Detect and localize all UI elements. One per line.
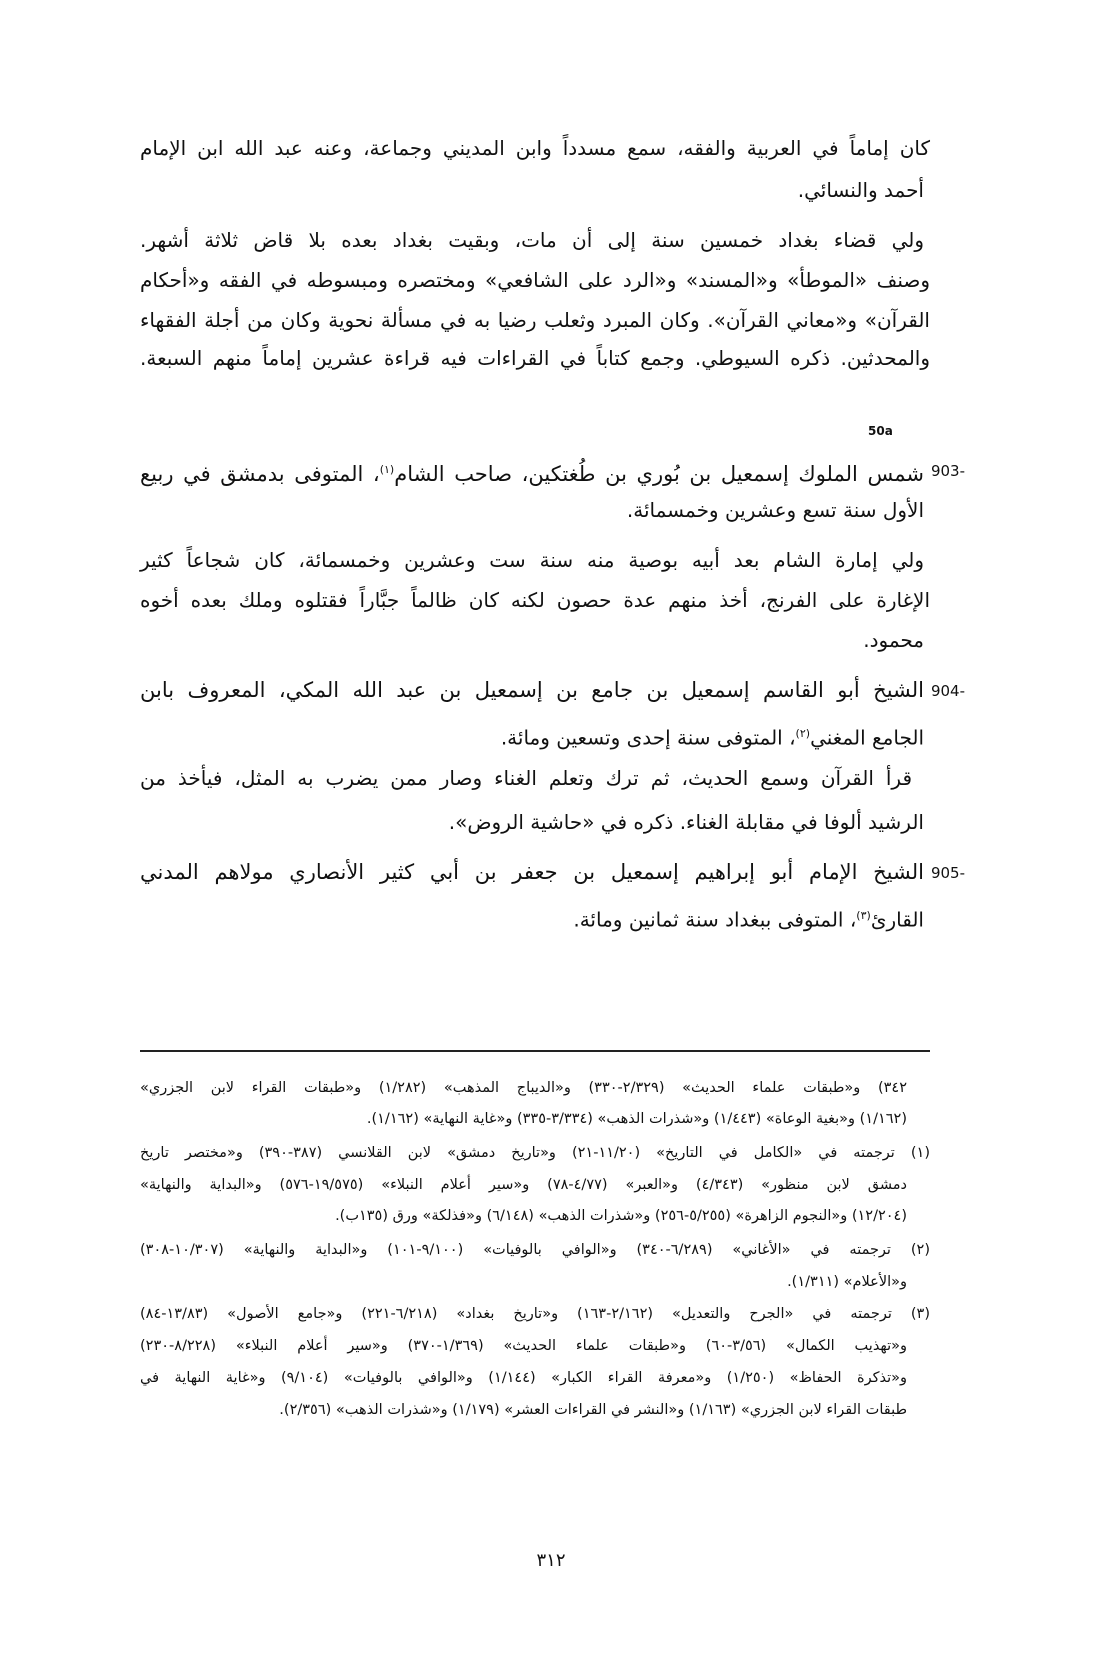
text-line: القرآن» و«معاني القرآن». وكان المبرد وثعلب رضيا به في مسألة نحوية وكان من أجلة الفقهاء [140,308,930,332]
footnote-line: و«تذكرة الحفاظ» (١/٢٥٠) و«معرفة القراء الكبار» (١/١٤٤) و«الوافي بالوفيات» (٩/١٠٤) و«غاية النهاية في [140,1370,907,1386]
entry-number: 903- [930,462,965,480]
heading-text: ، المتوفى ببغداد سنة ثمانين ومائة. [573,907,857,932]
text-line: محمود. [863,628,924,652]
footnote-line: دمشق لابن منظور» (٤/٣٤٣) و«العبر» (٤/٧٧-٧٨) و«سير أعلام النبلاء» (١٩/٥٧٥-٥٧٦) و«البداية والنهاية» [140,1177,907,1193]
text-line: الرشيد ألوفا في مقابلة الغناء. ذكره في «حاشية الروض». [448,810,924,834]
text-line: ولي إمارة الشام بعد أبيه بوصية منه سنة ست وعشرين وخمسمائة، كان شجاعاً كثير [140,548,924,572]
page-number: ٣١٢ [536,1550,566,1571]
footnote-ref: (٢) [795,727,811,740]
text-line: الإغارة على الفرنج، أخذ منهم عدة حصون لكنه كان ظالماً جبَّاراً فقتلوه وملك بعده أخوه [140,588,930,612]
footnote-ref: (١) [379,463,395,476]
text-line: الأول سنة تسع وعشرين وخمسمائة. [626,498,924,522]
folio-marker: 50a [868,424,893,438]
entry-number: 905- [930,864,965,882]
footnote-line: (٢) ترجمته في «الأغاني» (٦/٢٨٩-٣٤٠) و«الوافي بالوفيات» (٩/١٠٠-١٠١) و«البداية والنهاية» (١٠/٣٠٧-٣٠٨) [140,1242,930,1258]
footnote-line: (١/١٦٢) و«بغية الوعاة» (١/٤٤٣) و«شذرات الذهب» (٣/٣٣٤-٣٣٥) و«غاية النهاية» (١/١٦٢). [366,1111,907,1127]
footnote-divider [140,1050,930,1052]
text-line: ولي قضاء بغداد خمسين سنة إلى أن مات، وبقيت بغداد بعده بلا قاض ثلاثة أشهر. [140,228,924,252]
entry-heading [140,901,924,935]
footnote-line: (١٢/٢٠٤) و«النجوم الزاهرة» (٥/٢٥٥-٢٥٦) و«شذرات الذهب» (٦/١٤٨) و«فذلكة» ورق (١٣٥ب). [335,1208,907,1224]
footnote-line: ٣٤٢) و«طبقات علماء الحديث» (٢/٣٢٩-٣٣٠) و«الديباج المذهب» (١/٢٨٢) و«طبقات القراء لابن الجزري» [140,1080,907,1096]
entry-heading [140,455,924,489]
footnote-line: (١) ترجمته في «الكامل في التاريخ» (١١/٢٠-٢١) و«تاريخ دمشق» لابن القلانسي (٣٨٧-٣٩٠) و«مختصر تاريخ [140,1145,930,1161]
footnote-line: طبقات القراء لابن الجزري» (١/١٦٣) و«النشر في القراءات العشر» (١/١٧٩) و«شذرات الذهب» (٢/٣٥٦). [279,1402,907,1418]
footnote-line: (٣) ترجمته في «الجرح والتعديل» (٢/١٦٢-١٦٣) و«تاريخ بغداد» (٦/٢١٨-٢٢١) و«جامع الأصول» (١٣/٨٣-٨٤) [140,1306,930,1322]
heading-text: الجامع المغني [810,725,924,750]
footnote-line: و«تهذيب الكمال» (٣/٥٦-٦٠) و«طبقات علماء الحديث» (١/٣٦٩-٣٧٠) و«سير أعلام النبلاء» (٨/٢٢٨-٢٣٠) [140,1338,908,1354]
entry-heading: الشيخ الإمام أبو إبراهيم إسمعيل بن جعفر بن أبي كثير الأنصاري مولاهم المدني [140,860,924,884]
heading-text: ، المتوفى بدمشق في ربيع [140,462,380,486]
heading-text: القارئ [870,907,924,932]
text-line: وصنف «الموطأ» و«المسند» و«الرد على الشافعي» ومختصره ومبسوطه في الفقه و«أحكام [140,268,930,292]
footnote-ref: (٣) [856,909,871,922]
heading-text: شمس الملوك إسمعيل بن بُوري بن طُغتكين، صاحب الشام [394,462,924,486]
footnote-line: و«الأعلام» (١/٣١١). [787,1274,907,1290]
text-line: والمحدثين. ذكره السيوطي. وجمع كتاباً في القراءات فيه قراءة عشرين إماماً منهم السبعة. [140,346,930,370]
text-line: قرأ القرآن وسمع الحديث، ثم ترك وتعلم الغناء وصار ممن يضرب به المثل، فيأخذ من [140,766,912,790]
heading-text: ، المتوفى سنة إحدى وتسعين ومائة. [500,725,796,750]
entry-number: 904- [930,682,965,700]
text-line: كان إماماً في العربية والفقه، سمع مسدداً وابن المديني وجماعة، وعنه عبد الله ابن الإمام [140,136,930,160]
entry-heading: الشيخ أبو القاسم إسمعيل بن جامع بن إسمعيل بن عبد الله المكي، المعروف بابن [140,678,924,702]
text-line: أحمد والنسائي. [797,178,924,202]
entry-heading [140,719,924,753]
